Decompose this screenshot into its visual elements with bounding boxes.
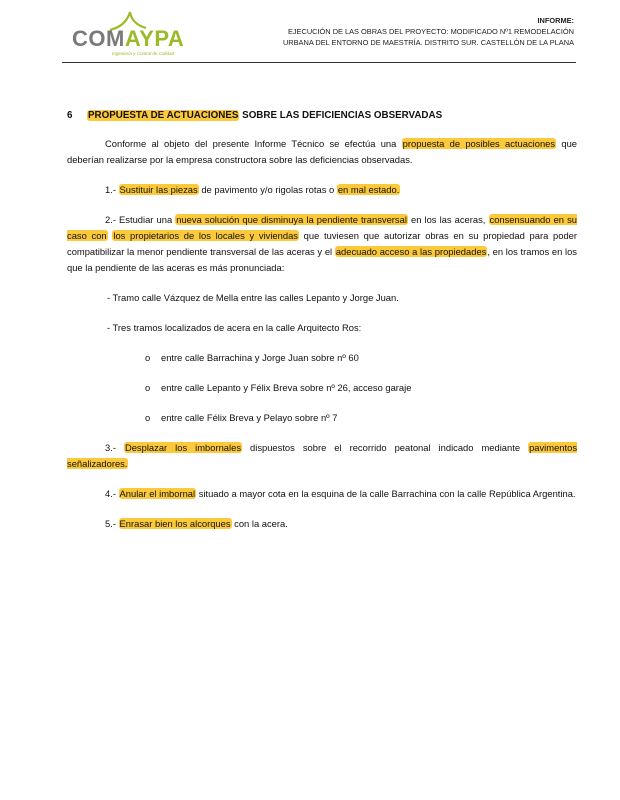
highlight: Sustituir las piezas bbox=[119, 184, 198, 195]
company-logo bbox=[72, 10, 192, 60]
header-divider bbox=[62, 62, 576, 63]
section-title-highlight: PROPUESTA DE ACTUACIONES bbox=[88, 110, 239, 121]
highlight: adecuado acceso a las propiedades bbox=[335, 246, 487, 257]
bullet-item-3 bbox=[145, 410, 577, 426]
bullet-text: entre calle Félix Breva y Pelayo sobre nº 7 bbox=[161, 412, 338, 423]
project-title-line2: URBANA DEL ENTORNO DE MAESTRÍA. DISTRITO SUR. CASTELLÓN DE LA PLANA bbox=[282, 38, 574, 47]
text-run: , en los tramos en los que la pendiente de las aceras es más pronunciada: bbox=[67, 246, 577, 273]
action-item-5 bbox=[67, 516, 577, 532]
section-heading bbox=[67, 108, 577, 124]
bullet-marker: o bbox=[145, 352, 151, 363]
logo-tagline: Ingeniería y Control de Calidad bbox=[112, 51, 175, 56]
text-run: dispuestos sobre el recorrido peatonal indicado mediante bbox=[242, 442, 529, 453]
text-run: que tuviesen que autorizar obras en su propiedad para poder compatibilizar la menor pendiente transversal de las aceras y el bbox=[67, 230, 577, 257]
text-run: de pavimento y/o rigolas rotas o bbox=[198, 184, 337, 195]
highlight: los propietarios de los locales y viviendas bbox=[113, 230, 298, 241]
bullet-marker: o bbox=[145, 412, 151, 423]
item-number: 3.- bbox=[105, 442, 124, 453]
action-item-2 bbox=[67, 212, 577, 276]
highlight: nueva solución que disminuya la pendiente transversal bbox=[176, 214, 407, 225]
project-title-line1: EJECUCIÓN DE LAS OBRAS DEL PROYECTO: MODIFICADO Nº1 REMODELACIÓN bbox=[287, 27, 574, 36]
highlight: propuesta de posibles actuaciones bbox=[402, 138, 556, 149]
dash-item-1: - Tramo calle Vázquez de Mella entre las calles Lepanto y Jorge Juan. bbox=[107, 292, 399, 303]
action-item-1 bbox=[67, 182, 577, 198]
highlight: Anular el imbornal bbox=[119, 488, 196, 499]
item-number: 1.- bbox=[105, 184, 119, 195]
text-run: que deberían realizarse por la empresa constructora sobre las deficiencias observadas. bbox=[67, 138, 578, 165]
highlight: pavimentos señalizadores. bbox=[67, 442, 578, 469]
highlight: Enrasar bien los alcorques bbox=[119, 518, 231, 529]
section-number: 6 bbox=[67, 110, 73, 121]
bullet-text: entre calle Lepanto y Félix Breva sobre nº 26, acceso garaje bbox=[161, 382, 412, 393]
item-number: 2.- Estudiar una bbox=[105, 214, 176, 225]
bullet-text: entre calle Barrachina y Jorge Juan sobre nº 60 bbox=[161, 352, 359, 363]
section-title-rest: SOBRE LAS DEFICIENCIAS OBSERVADAS bbox=[242, 110, 443, 121]
bullet-marker: o bbox=[145, 382, 151, 393]
intro-paragraph bbox=[67, 136, 577, 168]
highlight: consensuando en su caso con bbox=[67, 214, 577, 241]
highlight: en mal estado. bbox=[337, 184, 400, 195]
text-run: en los las aceras, bbox=[407, 214, 489, 225]
bullet-item-2 bbox=[145, 380, 577, 396]
text-run: situado a mayor cota en la esquina de la calle Barrachina con la calle República Argentina. bbox=[196, 488, 576, 499]
report-label: INFORME: bbox=[537, 16, 574, 25]
highlight: Desplazar los imbornales bbox=[124, 442, 242, 453]
text-run: Conforme al objeto del presente Informe Técnico se efectúa una bbox=[105, 138, 402, 149]
item-number: 5.- bbox=[105, 518, 119, 529]
dash-item-2: - Tres tramos localizados de acera en la calle Arquitecto Ros: bbox=[107, 322, 362, 333]
bullet-item-1 bbox=[145, 350, 577, 366]
action-item-4 bbox=[67, 486, 577, 502]
action-item-3 bbox=[67, 440, 577, 472]
item-number: 4.- bbox=[105, 488, 119, 499]
text-run: con la acera. bbox=[231, 518, 288, 529]
document-body bbox=[67, 108, 577, 546]
logo-wordmark: COMAYPA bbox=[72, 26, 185, 51]
report-header bbox=[214, 15, 574, 48]
